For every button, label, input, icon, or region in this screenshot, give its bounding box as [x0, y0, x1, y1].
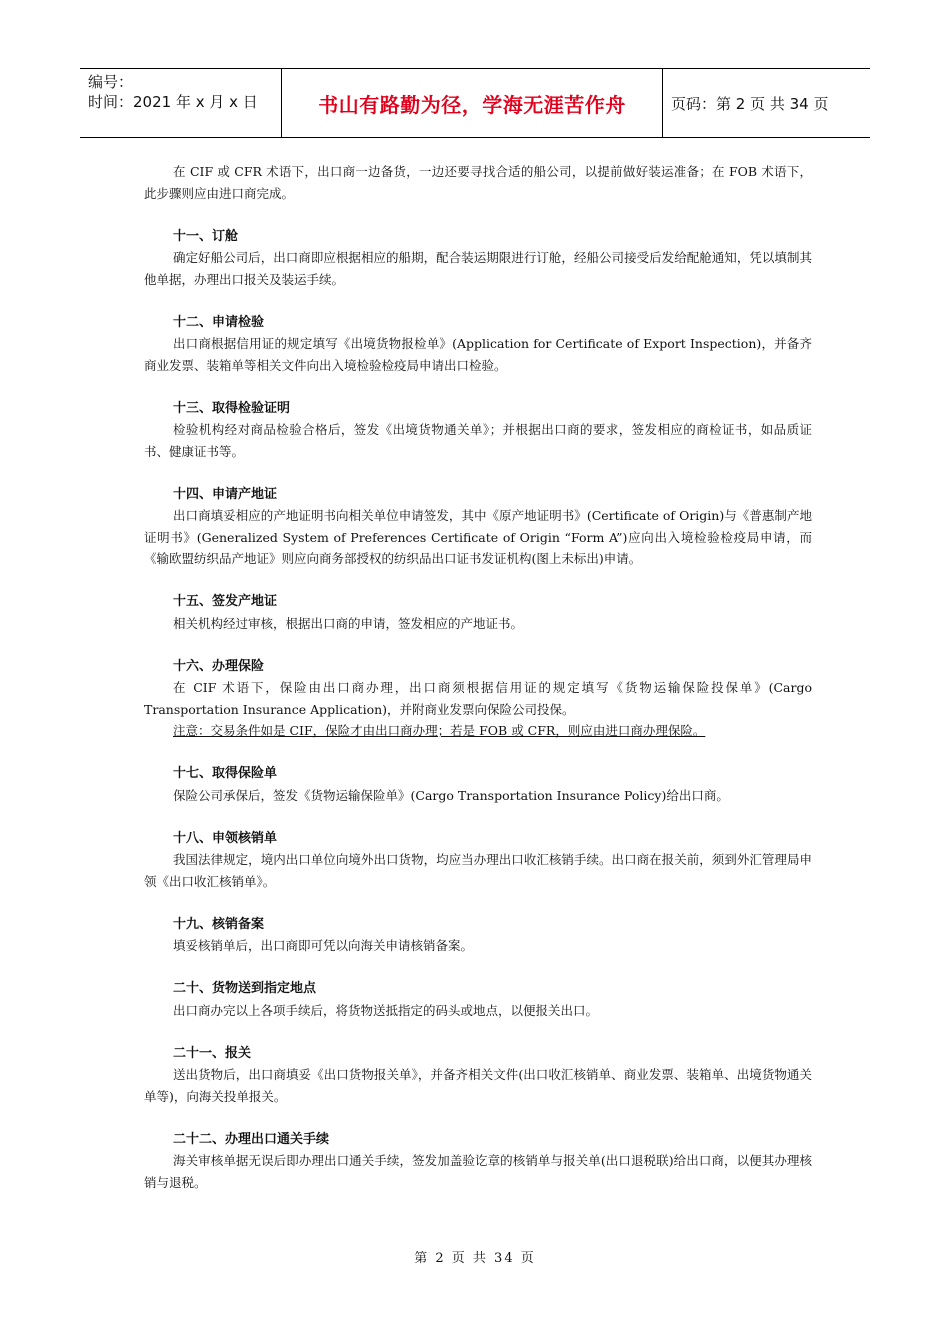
- insurance-note-text: 注意：交易条件如是 CIF，保险才由出口商办理；若是 FOB 或 CFR，则应由进口商办理保险。: [173, 723, 706, 738]
- section-11: [144, 226, 812, 291]
- section-21: [144, 1043, 812, 1108]
- header-meta: [80, 69, 282, 137]
- section-title: 二十二、办理出口通关手续: [173, 1131, 330, 1147]
- section-title: 十六、办理保险: [173, 658, 265, 674]
- section-title: 十九、核销备案: [173, 916, 265, 932]
- header-page-info: 页码：第 2 页 共 34 页: [671, 94, 829, 113]
- section-title: 二十一、报关: [173, 1045, 252, 1061]
- section-body: 出口商办完以上各项手续后，将货物送抵指定的码头或地点，以便报关出口。: [173, 1002, 599, 1018]
- insurance-note: [144, 720, 812, 742]
- section-body: 海关审核单据无误后即办理出口通关手续，签发加盖验讫章的核销单与报关单(出口退税联)给出口商，以便其办理核销与退税。: [144, 1153, 812, 1190]
- section-22: [144, 1129, 812, 1194]
- section-body: 填妥核销单后，出口商即可凭以向海关申请核销备案。: [173, 938, 474, 953]
- header-motto: 书山有路勤为径，学海无涯苦作舟: [282, 69, 663, 137]
- section-title: 二十、货物送到指定地点: [173, 981, 317, 996]
- section-body: 出口商根据信用证的规定填写《出境货物报检单》(Application for Certificate of Export Inspection)，并备齐商业发票、装箱单等相关文件向出入境检验检疫局申请出口检验。: [144, 336, 812, 373]
- section-title: 十三、取得检验证明: [173, 400, 291, 416]
- section-body: 保险公司承保后，签发《货物运输保险单》(Cargo Transportation Insurance Policy)给出口商。: [173, 787, 729, 803]
- section-title: 十七、取得保险单: [173, 766, 278, 781]
- section-17: [144, 763, 812, 806]
- document-number-label: 编号：: [88, 73, 134, 91]
- section-body: 检验机构经对商品检验合格后，签发《出境货物通关单》；并根据出口商的要求，签发相应的商检证书，如品质证书、健康证书等。: [144, 422, 812, 459]
- section-body: 送出货物后，出口商填妥《出口货物报关单》，并备齐相关文件(出口收汇核销单、商业发票、装箱单、出境货物通关单等)，向海关投单报关。: [144, 1067, 812, 1104]
- document-date: 时间：2021 年 x 月 x 日: [88, 93, 258, 111]
- section-title: 十一、订舱: [173, 228, 239, 244]
- page-footer: 第 2 页 共 34 页: [414, 1251, 536, 1266]
- section-title: 十二、申请检验: [173, 314, 265, 330]
- intro-section: [144, 161, 812, 204]
- section-body: 相关机构经过审核，根据出口商的申请，签发相应的产地证书。: [173, 615, 524, 631]
- section-16: [144, 656, 812, 742]
- section-13: [144, 398, 812, 463]
- section-body: 出口商填妥相应的产地证明书向相关单位申请签发，其中《原产地证明书》(Certificate of Origin)与《普惠制产地证明书》(Generalized System of Preferences Certificate of Origin “Form A”)应向出入境检验检疫局申请，而《输欧盟纺织品产地证》则应向商务部授权的纺织品出口证书发证机构(图上未标出)申请。: [144, 508, 812, 566]
- section-title: 十八、申领核销单: [173, 830, 278, 846]
- section-18: [144, 828, 812, 893]
- section-title: 十四、申请产地证: [173, 486, 278, 502]
- section-15: [144, 591, 812, 634]
- section-19: [144, 914, 812, 957]
- intro-paragraph: 在 CIF 或 CFR 术语下，出口商一边备货，一边还要寻找合适的船公司，以提前做好装运准备；在 FOB 术语下，此步骤则应由进口商完成。: [144, 164, 812, 201]
- document-body: [144, 161, 812, 1215]
- section-12: [144, 312, 812, 377]
- section-body: 我国法律规定，境内出口单位向境外出口货物，均应当办理出口收汇核销手续。出口商在报关前，须到外汇管理局申领《出口收汇核销单》。: [144, 852, 812, 889]
- section-body: 在 CIF 术语下，保险由出口商办理，出口商须根据信用证的规定填写《货物运输保险投保单》(Cargo Transportation Insurance Application)，并附商业发票向保险公司投保。: [144, 680, 812, 717]
- section-body: 确定好船公司后，出口商即应根据相应的船期，配合装运期限进行订舱，经船公司接受后发给配舱通知，凭以填制其他单据，办理出口报关及装运手续。: [144, 250, 812, 287]
- section-14: [144, 484, 812, 570]
- page-header: [80, 68, 870, 138]
- section-20: [144, 978, 812, 1021]
- section-title: 十五、签发产地证: [173, 594, 278, 609]
